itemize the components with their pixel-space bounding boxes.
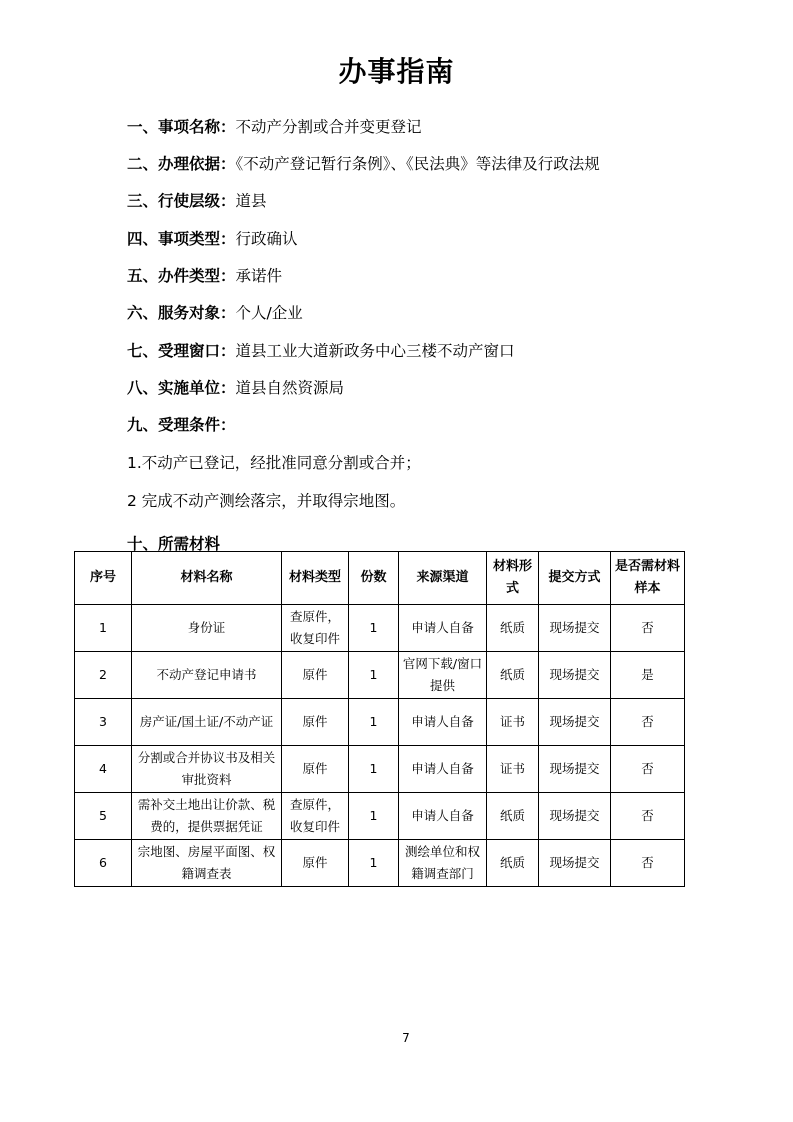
cell-type: 查原件，收复印件 [282, 605, 349, 652]
cell-type: 原件 [282, 746, 349, 793]
cell-method: 现场提交 [539, 793, 611, 840]
cell-form: 纸质 [487, 652, 539, 699]
cell-copies: 1 [349, 652, 399, 699]
cell-name: 房产证/国土证/不动产证 [132, 699, 282, 746]
cell-index: 6 [75, 840, 132, 887]
conditions-heading: 九、受理条件： [127, 416, 236, 434]
item-case-type [127, 264, 282, 286]
cell-name: 需补交土地出让价款、税费的，提供票据凭证 [132, 793, 282, 840]
condition-line: 2 完成不动产测绘落宗，并取得宗地图。 [127, 492, 406, 510]
table-row [75, 605, 685, 652]
cell-form: 纸质 [487, 793, 539, 840]
cell-sample: 否 [611, 605, 685, 652]
cell-source: 申请人自备 [399, 699, 487, 746]
col-header-method: 提交方式 [539, 552, 611, 605]
cell-form: 证书 [487, 699, 539, 746]
item-value: 行政确认 [235, 230, 298, 248]
table-row [75, 652, 685, 699]
page-title: 办事指南 [338, 55, 455, 88]
item-window [127, 339, 515, 361]
table-header-row [75, 552, 685, 605]
item-label: 一、事项名称： [127, 118, 236, 136]
cell-copies: 1 [349, 605, 399, 652]
item-value: 承诺件 [235, 267, 283, 285]
cell-type: 查原件，收复印件 [282, 793, 349, 840]
item-label: 二、办理依据： [127, 155, 236, 173]
cell-name: 不动产登记申请书 [132, 652, 282, 699]
item-type [127, 227, 298, 249]
cell-type: 原件 [282, 699, 349, 746]
cell-copies: 1 [349, 699, 399, 746]
cell-index: 4 [75, 746, 132, 793]
cell-index: 5 [75, 793, 132, 840]
cell-name: 身份证 [132, 605, 282, 652]
cell-form: 纸质 [487, 605, 539, 652]
item-level [127, 189, 267, 211]
cell-sample: 否 [611, 793, 685, 840]
materials-table [74, 551, 685, 887]
col-header-copies: 份数 [349, 552, 399, 605]
cell-method: 现场提交 [539, 605, 611, 652]
cell-method: 现场提交 [539, 840, 611, 887]
item-label: 三、行使层级： [127, 192, 236, 210]
cell-form: 纸质 [487, 840, 539, 887]
table-row [75, 699, 685, 746]
cell-index: 3 [75, 699, 132, 746]
cell-source: 测绘单位和权籍调查部门 [399, 840, 487, 887]
cell-type: 原件 [282, 652, 349, 699]
table-row [75, 746, 685, 793]
col-header-index: 序号 [75, 552, 132, 605]
table-row [75, 840, 685, 887]
col-header-type: 材料类型 [282, 552, 349, 605]
item-label: 八、实施单位： [127, 379, 236, 397]
item-label: 五、办件类型： [127, 267, 236, 285]
item-value: 道县工业大道新政务中心三楼不动产窗口 [235, 342, 515, 360]
cell-index: 2 [75, 652, 132, 699]
item-label: 四、事项类型： [127, 230, 236, 248]
col-header-sample: 是否需材料样本 [611, 552, 685, 605]
item-basis [127, 152, 600, 174]
cell-index: 1 [75, 605, 132, 652]
item-value: 《不动产登记暂行条例》、《民法典》等法律及行政法规 [235, 155, 600, 173]
cell-method: 现场提交 [539, 699, 611, 746]
cell-form: 证书 [487, 746, 539, 793]
table-row [75, 793, 685, 840]
cell-sample: 否 [611, 840, 685, 887]
col-header-source: 来源渠道 [399, 552, 487, 605]
materials-heading: 十、所需材料 [127, 535, 221, 553]
cell-source: 官网下载/窗口提供 [399, 652, 487, 699]
cell-sample: 是 [611, 652, 685, 699]
col-header-name: 材料名称 [132, 552, 282, 605]
condition-line: 1.不动产已登记，经批准同意分割或合并； [127, 454, 421, 472]
item-value: 道县自然资源局 [235, 379, 345, 397]
cell-copies: 1 [349, 746, 399, 793]
cell-source: 申请人自备 [399, 605, 487, 652]
cell-name: 宗地图、房屋平面图、权籍调查表 [132, 840, 282, 887]
item-value: 道县 [235, 192, 267, 210]
cell-name: 分割或合并协议书及相关审批资料 [132, 746, 282, 793]
item-agency [127, 376, 344, 398]
cell-source: 申请人自备 [399, 793, 487, 840]
item-name [127, 115, 422, 137]
cell-sample: 否 [611, 699, 685, 746]
cell-copies: 1 [349, 840, 399, 887]
cell-sample: 否 [611, 746, 685, 793]
col-header-form: 材料形式 [487, 552, 539, 605]
cell-method: 现场提交 [539, 746, 611, 793]
cell-method: 现场提交 [539, 652, 611, 699]
cell-copies: 1 [349, 793, 399, 840]
item-label: 六、服务对象： [127, 304, 236, 322]
item-target [127, 301, 303, 323]
cell-source: 申请人自备 [399, 746, 487, 793]
cell-type: 原件 [282, 840, 349, 887]
item-value: 个人/企业 [235, 304, 303, 322]
item-value: 不动产分割或合并变更登记 [235, 118, 422, 136]
page-number: 7 [402, 1031, 410, 1045]
item-label: 七、受理窗口： [127, 342, 236, 360]
